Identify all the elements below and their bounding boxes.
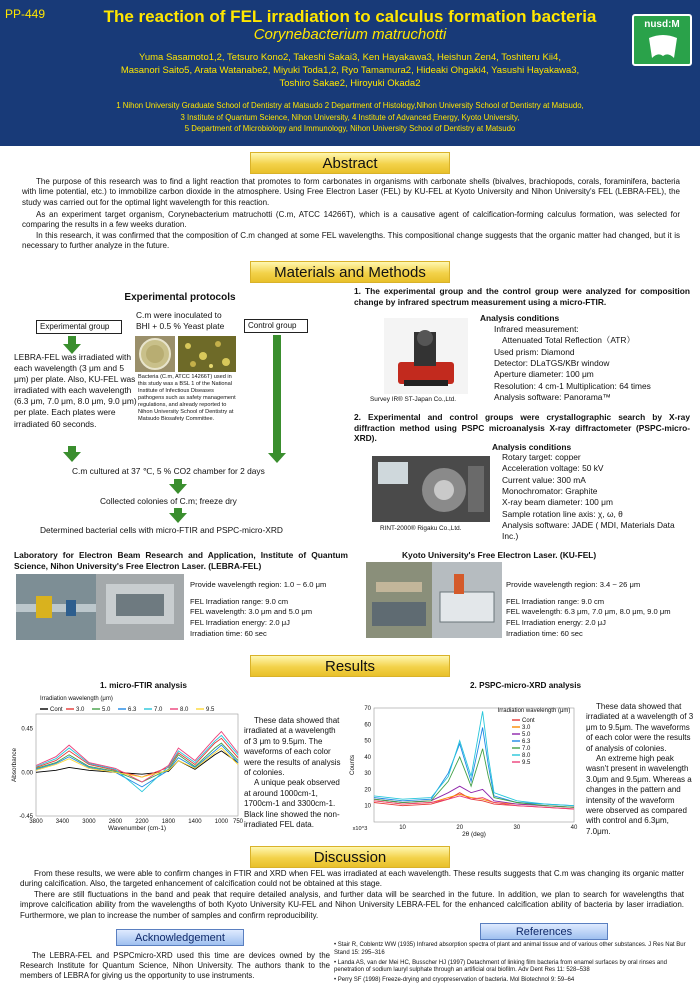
legend-label: 9.5: [206, 707, 215, 713]
legend-label: 6.3: [128, 707, 137, 713]
x-tick-label: 750: [232, 819, 244, 825]
ftir-condition: Attenuated Total Reflection（ATR）: [502, 335, 635, 346]
xrd-condition: X-ray beam diameter: 100 μm: [502, 497, 613, 508]
legend-label: 5.0: [522, 732, 531, 738]
y-tick-label: 0.00: [21, 770, 33, 777]
legend-title: Irradiation wavelength (μm): [497, 708, 571, 714]
xrd-results-text: [586, 702, 694, 837]
legend-label: 8.0: [180, 707, 189, 713]
xrd-condition: Sample rotation line axis: χ, ω, θ: [502, 508, 623, 519]
ku-lab-title: Kyoto University's Free Electron Laser. (KU-FEL): [402, 550, 597, 560]
poster-title: The reaction of FEL irradiation to calculus formation bacteria: [103, 7, 597, 26]
abstract-paragraph-1: The purpose of this research was to find a light reaction that promotes to form carbonates in organisms with carbonate shells (bivalves, brachiopods, corals, foraminifera, bacteria with lime potential, etc.) to immobilize carbon dioxide in the atmosphere. Using Free Electron Laser (FEL) by KU-FEL at Kyoto University and Nihon University's FEL (LEBRA-FEL), the study was carried out for the optimal light wavelength for this reaction.: [22, 177, 680, 207]
author-line-2: Masanori Saito5, Arata Watanabe2, Miyuki Toda1,2, Ryo Tamamura2, Hideaki Ohgaki4, Yasushi Hayakawa3,: [120, 64, 580, 76]
lebra-spec: FEL Irradiation range: 9.0 cm: [190, 596, 289, 606]
series-line: [36, 735, 238, 791]
ftir-conditions-title: Analysis conditions: [480, 313, 560, 323]
ftir-chart: [2, 692, 246, 838]
ftir-condition: Resolution: 4 cm-1 Multiplication: 64 times: [494, 380, 651, 391]
y-multiplier-label: x10^3: [352, 826, 368, 832]
inoculation-text: C.m were inoculated to BHI + 0.5 % Yeast plate: [136, 310, 225, 331]
references-list: [334, 942, 694, 987]
lebra-spec: Provide wavelength region: 1.0 ~ 6.0 μm: [190, 580, 327, 589]
y-tick-label: 70: [364, 706, 371, 712]
legend-label: Cont: [522, 718, 535, 724]
x-tick-label: 1400: [188, 819, 202, 825]
xrd-condition: Current value: 300 mA: [502, 474, 586, 485]
xrd-instrument-photo: [372, 456, 490, 522]
tooth-logo-icon: [646, 34, 680, 60]
xrd-results-paragraph: An extreme high peak wasn't present in wavelength 3.0μm and 9.5μm. Whereas a changes in the pattern and intensity of the waveform were observed as compared with control and 6.3μm, 7.0μm.: [586, 753, 692, 836]
ku-spec: FEL Irradiation energy: 2.0 μJ: [506, 617, 606, 627]
y-tick-label: 10: [364, 803, 371, 810]
arrow-head-control: [268, 453, 286, 463]
ftir-results-text: [244, 716, 342, 830]
y-tick-label: 40: [364, 754, 371, 761]
bacteria-caption: Bacteria (C.m, ATCC 14266T) used in this study was a BSL 1 of the National Institute of Infectious Diseases pathogens such as safety management regulations, and already reported to Nihon University School of Dentistry at Matsudo Biosafety Committee.: [138, 374, 236, 422]
references-banner: References: [480, 923, 608, 940]
discussion-paragraph-1: From these results, we were able to confirm changes in FTIR and XRD when FEL was irradiated at each wavelength. These results suggests that C.m was changing its organic matter during calcification. Also, the targeted enhancement of calcification could not be obtained at this stage.: [20, 869, 684, 889]
lebra-specs: [190, 580, 350, 639]
x-tick-label: 30: [513, 825, 521, 831]
control-group-label: Control group: [244, 319, 308, 333]
y-tick-label: 0.45: [21, 726, 33, 733]
abstract-paragraph-3: In this research, it was confirmed that the composition of C.m changed at some FEL wavelengths. This compositional change suggests that the organic matter had changed, but it is necessary to further analyze in the future.: [22, 231, 680, 251]
legend-label: 3.0: [522, 725, 531, 731]
ftir-condition: Detector: DLaTGS/KBr window: [494, 358, 610, 369]
arrow-head-collect: [169, 513, 187, 523]
legend-label: 8.0: [522, 753, 531, 759]
ftir-conditions-list: [494, 324, 694, 403]
legend-label: 7.0: [522, 746, 531, 752]
experimental-group-label: Experimental group: [36, 320, 122, 334]
affiliation-list: [40, 100, 660, 135]
ftir-condition: Used prism: Diamond: [494, 346, 575, 357]
lebra-spec: FEL Irradiation energy: 2.0 μJ: [190, 617, 290, 627]
discussion-banner: Discussion: [250, 846, 450, 868]
ftir-instrument-photo: [384, 318, 468, 394]
xrd-condition: Analysis software: JADE ( MDI, Materials Data Inc.): [502, 520, 675, 542]
x-tick-label: 2200: [135, 819, 149, 825]
poster-subtitle: Corynebacterium matruchotti: [253, 26, 447, 43]
collect-step: Collected colonies of C.m; freeze dry: [100, 496, 237, 506]
xrd-instrument-caption: RINT-2000® Rigaku Co.,Ltd.: [380, 525, 462, 532]
xrd-results-title: 2. PSPC-micro-XRD analysis: [470, 681, 582, 690]
ftir-instrument-caption: Survey IR® ST-Japan Co.,Ltd.: [370, 396, 457, 403]
author-line-3: Toshiro Sakae2, Hiroyuki Okada2: [279, 77, 421, 89]
bacteria-colony-photo: [178, 336, 236, 372]
x-tick-label: 3400: [55, 819, 70, 825]
poster-header: [0, 0, 700, 146]
series-line: [36, 748, 238, 777]
xrd-method-heading: 2. Experimental and control groups were crystallographic search by X-ray diffraction method using PSPC microanalysis X-ray diffractometer (PSPC-micro-XRD).: [354, 412, 690, 443]
x-axis-label: 2θ (deg): [462, 831, 486, 838]
x-tick-label: 3000: [82, 819, 96, 825]
logo-text: nusd:M: [644, 19, 680, 30]
legend-label: Cont: [50, 707, 63, 713]
methods-banner: Materials and Methods: [250, 261, 450, 283]
ku-spec: FEL Irradiation range: 9.0 cm: [506, 596, 605, 606]
lebra-fel-photo-1: [16, 574, 96, 640]
ftir-condition: Infrared measurement:: [494, 324, 579, 334]
abstract-banner: Abstract: [250, 152, 450, 174]
ku-spec: FEL wavelength: 6.3 μm, 7.0 μm, 8.0 μm, 9.0 μm: [506, 607, 671, 617]
discussion-paragraph-2: There are still fluctuations in the band and peak that require detailed analysis, and further data will be searched in the future. In addition, we plan to search for wavelengths that improve calcification ability from the wavelengths of both Kyoto University KU-FEL and Nihon University LEBRA-FEL for the enhanced calcification ability of bacteria by laser irradiation. Furthermore, we plan to increase the number of samples and confirm reproducibility.: [20, 890, 684, 920]
protocols-title: Experimental protocols: [124, 292, 236, 303]
x-tick-label: 1800: [161, 819, 176, 825]
x-tick-label: 40: [570, 825, 578, 831]
affiliation-line-3: 5 Department of Microbiology and Immunology, Nihon University School of Dentistry at Matsudo: [184, 124, 516, 134]
y-tick-label: 50: [364, 738, 371, 745]
ku-specs: [506, 580, 696, 639]
author-line-1: Yuma Sasamoto1,2, Tetsuro Kono2, Takeshi Sakai3, Ken Hayakawa3, Heishun Zen4, Toshiteru Kii4,: [139, 52, 561, 63]
lebra-spec: Irradiation time: 60 sec: [190, 628, 267, 638]
author-list: [70, 52, 630, 90]
y-axis-label: Absorbance: [11, 747, 18, 783]
ftir-method-heading: 1. The experimental group and the control group were analyzed for composition change by infrared spectrum measurement using a micro-FTIR.: [354, 286, 690, 307]
acknowledgement-text: The LEBRA-FEL and PSPCmicro-XRD used this time are devices owned by the Research Institute for Quantum Science, Nihon University. The authors thank to the members of LEBRA for giving us the opportunity to use instruments.: [20, 951, 330, 981]
reference-item: • Perry SF (1998) Freeze-drying and cryopreservation of bacteria. Mol Biotechnol 9: 59–64: [334, 977, 575, 984]
ftir-condition: Analysis software: Panorama™: [494, 392, 611, 403]
x-tick-label: 10: [399, 825, 406, 831]
determine-step: Determined bacterial cells with micro-FTIR and PSPC-micro-XRD: [40, 525, 283, 535]
xrd-conditions-title: Analysis conditions: [492, 442, 572, 452]
university-logo: [632, 14, 692, 66]
legend-label: 9.5: [522, 760, 531, 766]
acknowledgement-banner: Acknowledgement: [116, 929, 244, 946]
affiliation-line-2: 3 Institute of Quantum Science, Nihon University, 4 Institute of Advanced Energy, Kyoto University,: [180, 112, 520, 122]
ftir-results-title: 1. micro-FTIR analysis: [100, 681, 187, 690]
arrow-control: [273, 335, 281, 455]
xrd-condition: Acceleration voltage: 50 kV: [502, 463, 604, 474]
x-axis-label: Wavenumber (cm-1): [108, 825, 166, 832]
lebra-protocol-text: LEBRA-FEL was irradiated with each wavelength (3 μm and 5 μm) per plate. Also, KU-FEL was irradiated with each wavelength (6.3 μm, 7.0 μm, 8.0 μm, 9.0 μm) per plate. Each plates were irradiated 60 seconds.: [14, 352, 137, 429]
ftir-condition: Aperture diameter: 100 μm: [494, 369, 594, 380]
x-tick-label: 3800: [29, 819, 43, 825]
x-tick-label: 20: [456, 825, 464, 831]
x-tick-label: 2600: [108, 819, 123, 825]
legend-label: 6.3: [522, 739, 531, 745]
legend-label: 3.0: [76, 707, 85, 713]
plot-frame: [374, 708, 574, 822]
lebra-spec: FEL wavelength: 3.0 μm and 5.0 μm: [190, 607, 313, 617]
reference-item: • Landa AS, van der Mei HC, Busscher HJ (1997) Detachment of linking film bacteria from enamel surfaces by oral rinses and penetration of sodium lauryl sulphate through an artificial oral biofilm. Adv Dent Res 11: 528–538: [334, 959, 667, 974]
plot-frame: [36, 714, 238, 816]
petri-dish-photo: [135, 336, 175, 372]
reference-item: • Stair R, Coblentz WW (1935) Infrared absorption spectra of plant and animal tissue and of various other substances. J Res Nat Bur Stand 15: 295–316: [334, 942, 686, 956]
legend-label: 7.0: [154, 707, 163, 713]
lebra-fel-photo-2: [96, 574, 184, 640]
culture-step: C.m cultured at 37 ℃, 5 % CO2 chamber for 2 days: [72, 466, 265, 476]
ku-spec: Provide wavelength region: 3.4 ~ 26 μm: [506, 580, 641, 589]
xrd-results-paragraph: These data showed that irradiated at a wavelength of 3 μm to 9.5μm. The waveforms of each color were the results of analysis of colonies.: [586, 702, 694, 753]
lebra-lab-title: Laboratory for Electron Beam Research and Application, Institute of Quantum Science, Nihon University's Free Electron Laser. (LEBRA-FEL): [14, 550, 348, 571]
poster-id: PP-449: [5, 7, 46, 21]
abstract-paragraph-2: As an experiment target organism, Corynebacterium matruchotti (C.m, ATCC 14266T), which is a causative agent of calcification-forming calculus formation, was selected for comparing the results in a few weeks duration.: [22, 210, 680, 230]
ftir-results-paragraph: These data showed that irradiated at a wavelength of 3 μm to 9.5μm. The waveforms of each color were the results of analysis of colonies.: [244, 716, 341, 777]
ku-fel-photo-1: [366, 562, 432, 638]
affiliation-line-1: 1 Nihon University Graduate School of Dentistry at Matsudo 2 Department of Histology,Nihon University School of Dentistry at Matsudo,: [116, 101, 584, 110]
legend-label: 5.0: [102, 707, 111, 713]
y-tick-label: 30: [364, 771, 371, 778]
arrow-head-experimental-bottom: [63, 452, 81, 462]
legend-title: Irradiation wavelength (μm): [40, 696, 113, 702]
xrd-condition: Rotary target: copper: [502, 452, 581, 462]
x-tick-label: 1000: [214, 819, 229, 825]
ku-spec: Irradiation time: 60 sec: [506, 628, 583, 638]
xrd-chart: [348, 700, 580, 842]
arrow-head-culture: [169, 484, 187, 494]
series-line: [374, 728, 574, 806]
ku-fel-photo-2: [432, 562, 502, 638]
y-tick-label: 20: [364, 787, 371, 794]
xrd-condition: Monochromator: Graphite: [502, 486, 598, 497]
xrd-conditions-list: [502, 452, 688, 543]
y-axis-label: Counts: [349, 754, 356, 776]
ftir-results-paragraph: A unique peak observed at around 1000cm-1, 1700cm-1 and 3300cm-1. Black line showed the non-irradiated FEL data.: [244, 778, 340, 829]
y-tick-label: 60: [364, 722, 371, 729]
results-banner: Results: [250, 655, 450, 677]
y-tick-label: -0.45: [19, 814, 33, 820]
